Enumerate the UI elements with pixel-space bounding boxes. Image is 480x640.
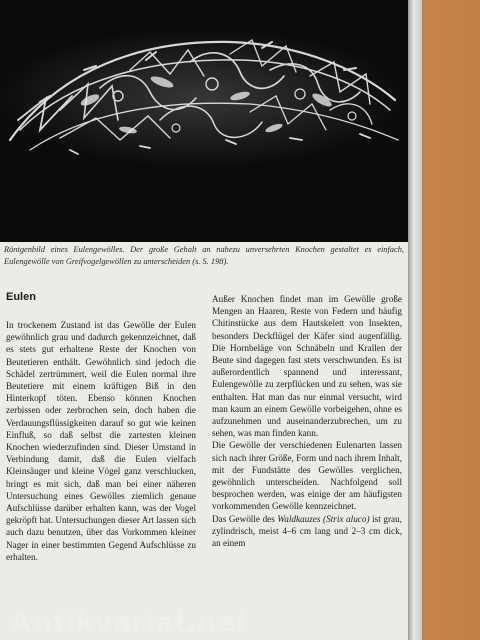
xray-photo [0, 0, 410, 242]
tail-prefix: Das Gewölle des [212, 513, 278, 524]
photo-caption: Röntgenbild eines Eulengewölles. Der große Gehalt an nahezu unversehrten Knochen gestaltet es einfach, Eulengewölle von Greifvogelgewöllen zu unterscheiden (s. S. 198). [4, 245, 404, 266]
right-paragraph-3 [212, 513, 402, 550]
right-text-column [212, 293, 402, 549]
species-name: Waldkauzes (Strix aluco) [277, 513, 370, 524]
right-paragraph-1: Außer Knochen findet man im Gewölle große Mengen an Haaren, Reste von Federn und häufig Chitinstücke aus dem Hautskelett von Insekten, besonders Deckflügel der Käfer sind augenfällig. Die Hornbeläge von Schnäbeln und Krallen der Beute sind dagegen fast stets verschwunden. Es ist außerordentlich spannend und interessant, Eulengewölle zu zerpflücken und zu sehen, was sie enthalten. Hat man das nur einmal versucht, wird man kaum an einem Gewölle vorbeigehen, ohne es aufzunehmen und auseinanderzubrechen, um zu sehen, was man finden kann. [212, 294, 402, 439]
xray-owl-pellet-image [0, 0, 410, 242]
left-text-column [6, 319, 196, 563]
watermark: Antikvariat.net [10, 606, 249, 639]
right-paragraph-2: Die Gewölle der verschiedenen Eulenarten lassen sich nach ihrer Größe, Form und nach ihrem Inhalt, mit der Fundstätte des Gewölles verglichen, gewöhnlich unterscheiden. Nachfolgend soll besprochen werden, was einige der am häufigsten vorkommenden Gewölle kennzeichnet. [212, 440, 402, 512]
page-gutter [408, 0, 422, 640]
section-heading: Eulen [6, 291, 36, 303]
tail-suffix: ist grau, zylindrisch, meist 4–6 cm lang und 2–3 cm dick, an einem [212, 513, 402, 549]
left-paragraph: In trockenem Zustand ist das Gewölle der Eulen gewöhnlich grau und dadurch gekennzeichnet, daß es stets gut erhaltene Reste der Knochen von Beutetieren enthält. Gewöhnlich sind jedoch die Schädel zertrümmert, weil die Eulen normal ihre Beutetiere mit einem kräftigen Biß in den Hinterkopf töten. Ebenso können Knochen zerbissen oder zerbrochen sein, doch haben die Verdauungsflüssigkeiten darauf so gut wie keinen Einfluß, so daß selbst die zartesten kleinen Knochen wiederzufinden sind. Dieser Umstand in Verbindung damit, daß die Eulen vielfach Kleinsäuger und kleine Vögel ganz verschlucken, bringt es mit sich, daß man bei einer näheren Untersuchung eines Gewölles ziemlich genaue Aufschlüsse darüber erhalten kann, was der Vogel gekröpft hat. Untersuchungen dieser Art lassen sich auch dazu benutzen, über das Vorkommen kleiner Nager in einer bestimmten Gegend Aufschlüsse zu erhalten. [6, 320, 196, 562]
